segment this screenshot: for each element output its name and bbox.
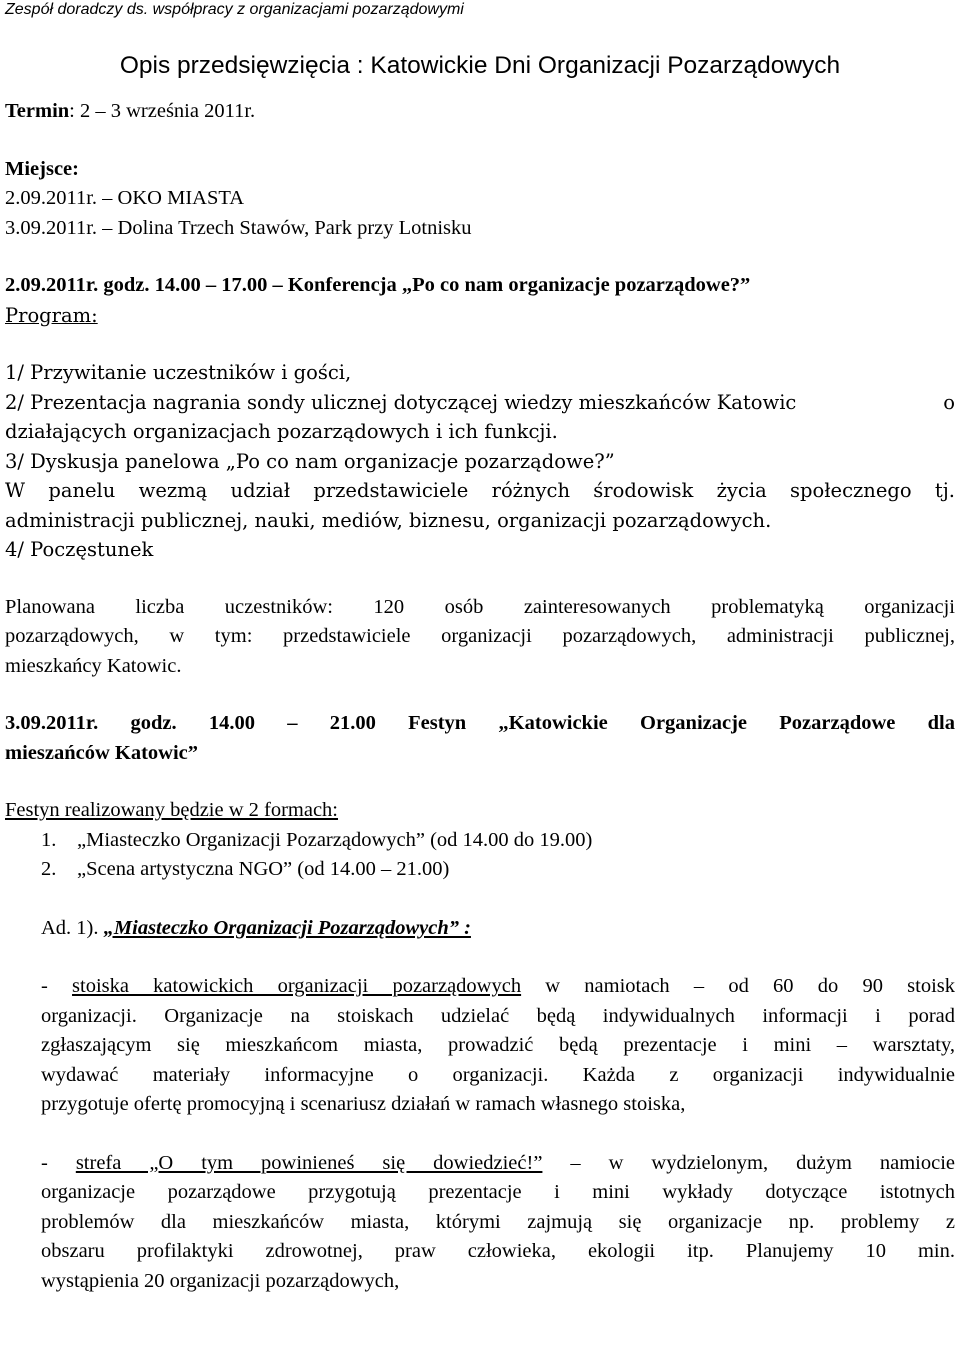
bullet-stoiska-cont: organizacji. Organizacje na stoiskach udzielać będą indywidualnych informacji i porad <box>41 1004 955 1027</box>
bullet-strefa <box>5 1149 955 1297</box>
bullet-stoiska-cont: przygotuje ofertę promocyjną i scenariusz działań w ramach własnego stoiska, <box>41 1093 686 1115</box>
program-item-1: 1/ Przywitanie uczestników i gości, <box>5 361 352 384</box>
festyn-heading: 3.09.2011r. godz. 14.00 – 21.00 Festyn „Katowickie Organizacje Pozarządowe dla <box>5 712 955 734</box>
termin-label: Termin <box>5 100 70 122</box>
program-item-3-cont: administracji publicznej, nauki, mediów, biznesu, organizacji pozarządowych. <box>5 508 772 532</box>
termin-value: : 2 – 3 września 2011r. <box>69 100 256 122</box>
miejsce-item: 2.09.2011r. – OKO MIASTA <box>5 187 245 209</box>
miejsce-label: Miejsce: <box>5 157 79 180</box>
bullet-dash: - <box>41 1151 76 1174</box>
termin-line <box>5 97 955 127</box>
bullet-stoiska-cont: zgłaszającym się mieszkańcom miasta, prowadzić będą prezentacje i mini – warsztaty, <box>41 1034 955 1056</box>
program-item-2-cont: działających organizacjach pozarządowych i ich funkcji. <box>5 420 558 443</box>
program-item-2-text: 2/ Prezentacja nagrania sondy ulicznej dotyczącej wiedzy mieszkańców Katowic <box>5 390 797 414</box>
strefa-link-text: strefa „O tym powinieneś się dowiedzieć!” <box>75 1151 543 1174</box>
bullet-stoiska-rest: w namiotach – od 60 do 90 stoisk <box>521 975 955 997</box>
bullet-strefa-cont: organizacje pozarządowe przygotują prezentacje i mini wykłady dotyczące istotnych <box>41 1181 955 1203</box>
planned-participants-cont: pozarządowych, w tym: przedstawiciele organizacji pozarządowych, administracji publicznej, <box>5 625 955 647</box>
bullet-strefa-cont: wystąpienia 20 organizacji pozarządowych, <box>41 1269 400 1292</box>
festyn-forms-label: Festyn realizowany będzie w 2 formach: <box>5 799 339 821</box>
bullet-dash: - <box>41 975 73 997</box>
list-item-number: 1. <box>41 828 57 851</box>
festyn-forms-list <box>5 826 955 885</box>
program-item-4: 4/ Poczęstunek <box>5 538 154 561</box>
stoiska-link-text: stoiska katowickich organizacji pozarządowych <box>72 975 522 997</box>
festyn-heading-cont: mieszańców Katowic” <box>5 741 198 764</box>
ad-title: „Miasteczko Organizacji Pozarządowych” : <box>103 916 471 939</box>
bullet-strefa-line <box>41 1149 955 1179</box>
list-item <box>5 826 955 856</box>
miejsce-item: 3.09.2011r. – Dolina Trzech Stawów, Park przy Lotnisku <box>5 216 472 239</box>
program-item-2-end: o <box>943 390 955 414</box>
program-item-3: 3/ Dyskusja panelowa „Po co nam organizacje pozarządowe?” <box>5 449 615 473</box>
bullet-stoiska-cont: wydawać materiały informacyjne o organizacji. Każda z organizacji indywidualnie <box>41 1063 955 1086</box>
list-item-text: „Scena artystyczna NGO” (od 14.00 – 21.00) <box>77 858 450 880</box>
bullet-strefa-cont: problemów dla mieszkańców miasta, którymi zajmują się organizacje np. problemy z <box>41 1210 955 1233</box>
program-item-2 <box>5 388 955 418</box>
program-label: Program: <box>5 303 98 327</box>
planned-participants: Planowana liczba uczestników: 120 osób zainteresowanych problematyką organizacji <box>5 595 955 618</box>
document-title: Opis przedsięwzięcia : Katowickie Dni Organizacji Pozarządowych <box>119 52 841 79</box>
bullet-strefa-cont: obszaru profilaktyki zdrowotnej, praw człowieka, ekologii itp. Planujemy 10 min. <box>41 1240 955 1262</box>
planned-participants-cont: mieszkańcy Katowic. <box>5 654 182 677</box>
document-page <box>5 0 955 1296</box>
list-item <box>5 855 955 885</box>
bullet-stoiska <box>5 972 955 1120</box>
list-item-number: 2. <box>41 858 57 880</box>
conference-heading: 2.09.2011r. godz. 14.00 – 17.00 – Konferencja „Po co nam organizacje pozarządowe?” <box>5 274 751 296</box>
bullet-stoiska-line <box>41 972 955 1002</box>
bullet-strefa-rest: – w wydzielonym, dużym namiocie <box>542 1151 955 1174</box>
running-header: Zespół doradczy ds. współpracy z organizacjami pozarządowymi <box>5 1 464 18</box>
ad-prefix: Ad. 1). <box>41 916 99 939</box>
ad-heading <box>5 914 955 944</box>
program-item-3-cont: W panelu wezmą udział przedstawiciele różnych środowisk życia społecznego tj. <box>5 479 955 502</box>
list-item-text: „Miasteczko Organizacji Pozarządowych” (od 14.00 do 19.00) <box>77 828 593 851</box>
